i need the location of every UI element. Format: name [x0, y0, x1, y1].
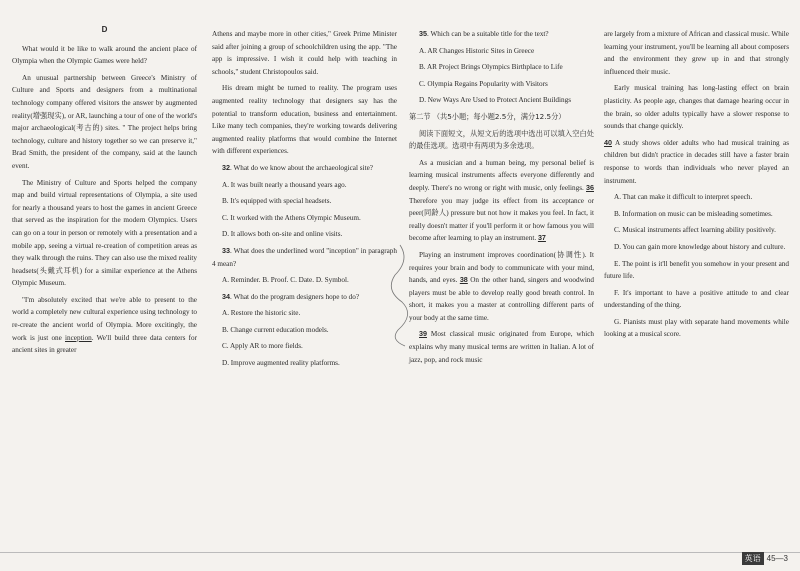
paragraph: The Ministry of Culture and Sports helped the company map and build virtual representations of Olympia, a site used for nearly a thousand years to host the games in ancient Greece that served as the inspiration for the modern Olympics. Users can go on a tour in person or remotely with a presentation and a mobile app, seeing a virtual re-creation of competition areas as they walk through the ruins. They can also use the mixed reality headsets(头戴式耳机) for a similar experience at the Athens Olympic Museum.	[12, 178, 197, 288]
question-text: . What does the underlined word "inception" in paragraph 4 mean?	[212, 246, 397, 268]
question-number: 33	[222, 245, 230, 255]
option: A. It was built nearly a thousand years ago.	[222, 180, 347, 189]
paragraph: His dream might be turned to reality. The program uses augmented reality technology that designers say has the potential to transform education, business and entertainment. Like many tech companies, they're working towards delivering augmented reality platforms that would combine the Internet with different experiences.	[212, 84, 397, 156]
text-span: On the other hand, singers and woodwind players must be able to develop really good breath control. In short, it makes you a master at controlling different parts of your body at the same time.	[409, 276, 594, 322]
option: D. New Ways Are Used to Protect Ancient Buildings	[419, 96, 572, 105]
text-span: "I'm absolutely excited that we're able to present to the world a completely new cultural experience using technology to re-create the ancient world of Olympia. More excitingly, the work is just one	[12, 295, 197, 342]
option: A. Reminder. B. Proof. C. Date. D. Symbol.	[222, 276, 349, 285]
underlined-word: inception	[65, 333, 92, 342]
paragraph: Athens and maybe more in other cities," Greek Prime Minister said after joining a group of schoolchildren using the app. "The app is impressive. I wish it could help with teaching in schools," student Christopoulos said.	[212, 30, 397, 76]
instructions: 阅读下面短文，从短文后的选项中选出可以填入空白处的最佳选项。选项中有两项为多余选项。	[409, 128, 594, 151]
option: B. Information on music can be misleading sometimes.	[614, 209, 773, 218]
option: F. It's important to have a positive attitude to and clear understanding of the thing.	[604, 288, 789, 310]
paragraph: Early musical training has long-lasting effect on brain plasticity. As people age, changes that damage hearing occur in the brain, so older adults typically have a slower response to sounds that change quickly.	[604, 84, 789, 131]
question-33	[212, 245, 397, 270]
column-2	[212, 28, 397, 374]
footer-rule	[0, 552, 800, 553]
question-35	[409, 28, 594, 41]
option: C. Olympia Regains Popularity with Visitors	[419, 79, 548, 88]
text-span: As a musician and a human being, my personal belief is learning musical instruments affects everyone differently and deeply. There's no wrong or right with music, only feelings.	[409, 158, 594, 192]
option: D. You can gain more knowledge about history and culture.	[614, 242, 786, 251]
option: C. Apply AR to more fields.	[222, 342, 303, 351]
paragraph	[409, 328, 594, 366]
option: B. Change current education models.	[222, 325, 329, 334]
text-span: Therefore you may judge its effect from its acceptance or peer(同龄人) pressure but not how it makes you feel. In fact, it really doesn't matter if you'll perform it or how famous you will become after learning to play an instrument.	[409, 196, 594, 243]
question-number: 34	[222, 291, 230, 301]
paragraph	[409, 157, 594, 245]
subject-label: 英语	[742, 552, 764, 565]
blank-38: 38	[459, 275, 468, 285]
blank-40: 40	[604, 137, 612, 147]
blank-39: 39	[419, 329, 427, 339]
paragraph: are largely from a mixture of African and classical music. While learning your instrument, you'll be learning all about composers and the environment they grew up in and that strongly influenced their music.	[604, 30, 789, 76]
option: B. AR Project Brings Olympics Birthplace to Life	[419, 63, 563, 72]
paragraph: What would it be like to walk around the ancient place of Olympia when the Olympic Games were held?	[12, 44, 197, 66]
page-footer	[742, 552, 788, 565]
column-1	[12, 24, 197, 361]
text-span: Most classical music originated from Europe, which explains why many musical terms are written in Italian. A lot of jazz, pop, and rock music	[409, 330, 594, 364]
paragraph	[604, 137, 789, 187]
question-text: . What do the program designers hope to do?	[230, 292, 360, 301]
option: E. The point is it'll benefit you somehow in your present and future life.	[604, 259, 789, 281]
option: G. Pianists must play with separate hand movements while looking at a musical score.	[604, 317, 789, 339]
page-number: 45—3	[766, 554, 788, 563]
column-4	[604, 28, 789, 345]
question-number: 35	[419, 29, 427, 38]
question-text: . What do we know about the archaeological site?	[230, 163, 373, 172]
paragraph	[409, 249, 594, 325]
question-32	[212, 162, 397, 175]
paragraph	[12, 294, 197, 357]
blank-36: 36	[586, 182, 594, 192]
blank-37: 37	[537, 233, 546, 243]
option: B. It's equipped with special headsets.	[222, 197, 332, 206]
ink-scribble-icon	[380, 240, 420, 350]
option: A. Restore the historic site.	[222, 309, 301, 318]
text-span: . We'll build three data centers for ancient sites in greater	[12, 333, 197, 355]
question-text: . Which can be a suitable title for the text?	[427, 30, 549, 38]
column-3	[409, 28, 594, 370]
option: D. Improve augmented reality platforms.	[222, 359, 340, 368]
option: C. It worked with the Athens Olympic Museum.	[222, 213, 361, 222]
question-34	[212, 291, 397, 304]
paragraph: An unusual partnership between Greece's Ministry of Culture and Sports and designers from a multinational technology company offered visitors the answer by augmented reality(增强现实), or AR, launching a tour of one of the world's major archaeological(考古的) sites. " The project helps bring technology, culture and history together so we can preserve it," Brad Smith, the president of the company, said at the launch event.	[12, 73, 197, 170]
text-span: Playing an instrument improves coordination(协调性). It requires your brain and body to communicate with your mind, hands, and eyes.	[409, 250, 594, 285]
option: C. Musical instruments affect learning ability positively.	[614, 226, 776, 235]
passage-heading: D	[101, 25, 108, 34]
question-number: 32	[222, 162, 230, 172]
text-span: A study shows older adults who had musical training as children but didn't practice in decades still have a faster brain response to words than individuals who never played an instrument.	[604, 138, 789, 185]
option: A. AR Changes Historic Sites in Greece	[419, 46, 535, 55]
option: D. It allows both on-site and online visits.	[222, 230, 343, 239]
section-title: 第二节 （共5小题；每小题2.5分，满分12.5分）	[409, 111, 566, 121]
option: A. That can make it difficult to interpret speech.	[614, 193, 753, 202]
